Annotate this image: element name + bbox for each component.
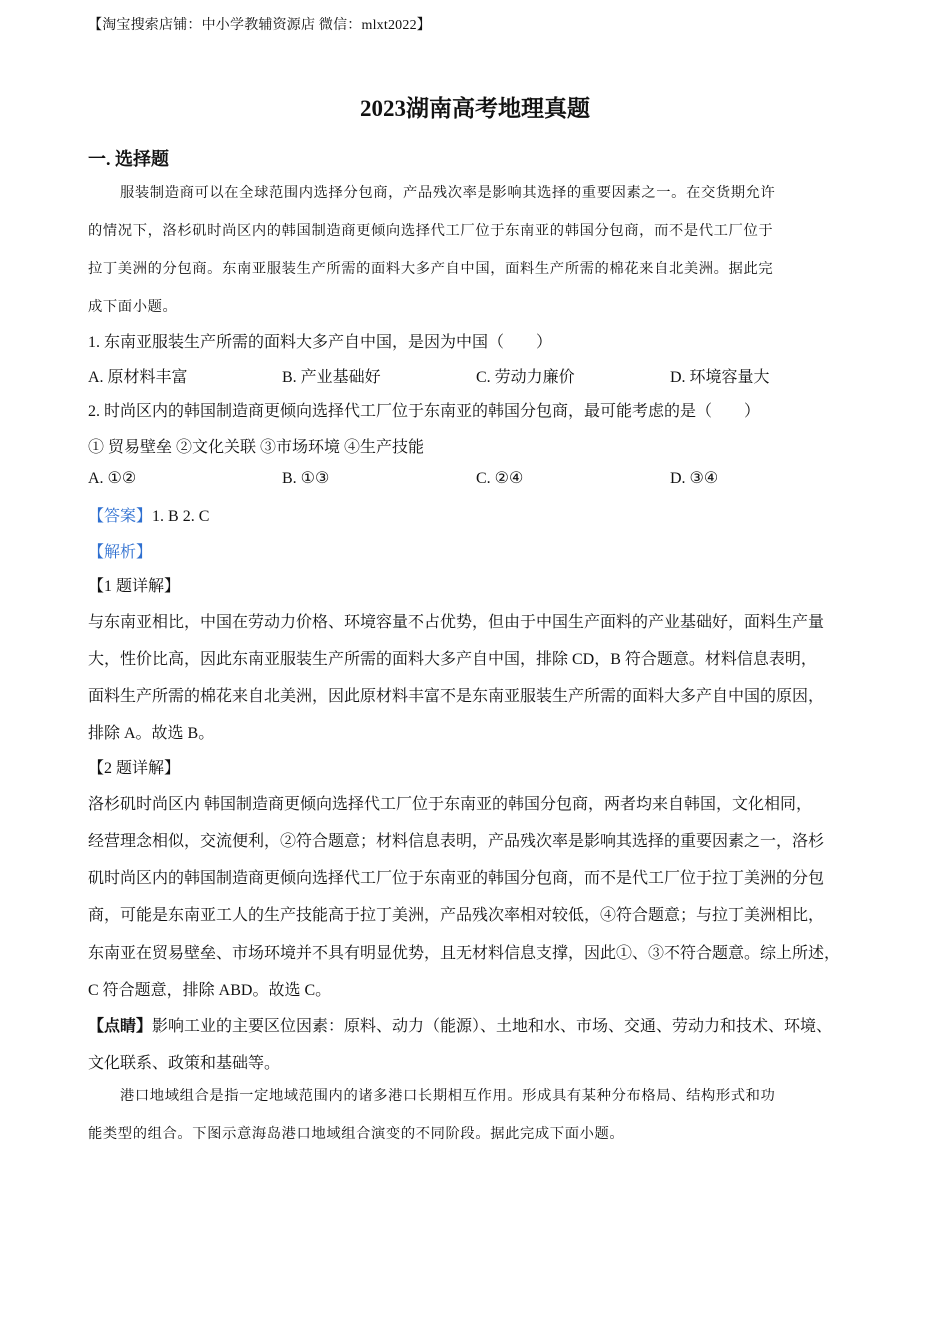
- detail-2-line: 商，可能是东南亚工人的生产技能高于拉丁美洲，产品残次率相对较低，④符合题意；与拉丁美洲相比，: [88, 907, 825, 924]
- material-line: 能类型的组合。下图示意海岛港口地域组合演变的不同阶段。据此完成下面小题。: [88, 1126, 625, 1142]
- material-line: 成下面小题。: [88, 299, 178, 315]
- answer-label: 【答案】: [88, 508, 153, 525]
- tip-text: 影响工业的主要区位因素：原料、动力（能源）、土地和水、市场、交通、劳动力和技术、环境、: [152, 1018, 833, 1035]
- tip-label: 【点睛】: [88, 1018, 153, 1035]
- material-line: 港口地域组合是指一定地域范围内的诸多港口长期相互作用。形成具有某种分布格局、结构形式和功: [120, 1088, 776, 1104]
- q1-option-c: C. 劳动力廉价: [476, 369, 575, 386]
- page-title: 2023湖南高考地理真题: [360, 96, 590, 121]
- q2-option-d: D. ③④: [670, 470, 719, 487]
- detail-1-line: 排除 A。故选 B。: [88, 725, 215, 742]
- material-line: 拉丁美洲的分包商。东南亚服装生产所需的面料大多产自中国，面料生产所需的棉花来自北美洲。据此完: [88, 261, 774, 277]
- detail-2-label: 【2 题详解】: [88, 760, 181, 777]
- detail-1-line: 面料生产所需的棉花来自北美洲，因此原材料丰富不是东南亚服装生产所需的面料大多产自中国的原因，: [88, 688, 825, 705]
- detail-2-line: 洛杉矶时尚区内 韩国制造商更倾向选择代工厂位于东南亚的韩国分包商，两者均来自韩国，文化相同，: [88, 796, 813, 813]
- detail-2-line: 东南亚在贸易壁垒、市场环境并不具有明显优势，且无材料信息支撑，因此①、③不符合题意。综上所述，: [88, 945, 841, 962]
- q1-option-d: D. 环境容量大: [670, 369, 770, 386]
- analysis-label: 【解析】: [88, 544, 153, 561]
- page-header: 【淘宝搜索店铺：中小学教辅资源店 微信：mlxt2022】: [88, 18, 431, 33]
- answer-line: [88, 503, 209, 526]
- tip-line: 文化联系、政策和基础等。: [88, 1055, 281, 1072]
- q1-option-a: A. 原材料丰富: [88, 369, 188, 386]
- detail-2-line: 经营理念相似，交流便利，②符合题意；材料信息表明，产品残次率是影响其选择的重要因素之一，洛杉: [88, 833, 825, 850]
- detail-2-line: 矶时尚区内的韩国制造商更倾向选择代工厂位于东南亚的韩国分包商，而不是代工厂位于拉丁美洲的分包: [88, 870, 825, 887]
- question-2-items: ① 贸易壁垒 ②文化关联 ③市场环境 ④生产技能: [88, 439, 425, 456]
- q2-option-a: A. ①②: [88, 470, 137, 487]
- answer-text: 1. B 2. C: [152, 508, 210, 525]
- material-line: 的情况下，洛杉矶时尚区内的韩国制造商更倾向选择代工厂位于东南亚的韩国分包商，而不是代工厂位于: [88, 223, 774, 239]
- q2-option-b: B. ①③: [282, 470, 330, 487]
- section-heading: 一. 选择题: [88, 149, 169, 169]
- q1-option-b: B. 产业基础好: [282, 369, 381, 386]
- detail-1-label: 【1 题详解】: [88, 578, 181, 595]
- question-1-stem: 1. 东南亚服装生产所需的面料大多产自中国，是因为中国（ ）: [88, 334, 553, 351]
- detail-1-line: 与东南亚相比，中国在劳动力价格、环境容量不占优势，但由于中国生产面料的产业基础好，面料生产量: [88, 614, 825, 631]
- tip-line: [88, 1013, 832, 1036]
- question-2-stem: 2. 时尚区内的韩国制造商更倾向选择代工厂位于东南亚的韩国分包商，最可能考虑的是（ ）: [88, 403, 761, 420]
- material-line: 服装制造商可以在全球范围内选择分包商，产品残次率是影响其选择的重要因素之一。在交货期允许: [120, 185, 776, 201]
- q2-option-c: C. ②④: [476, 470, 524, 487]
- detail-1-line: 大，性价比高，因此东南亚服装生产所需的面料大多产自中国，排除 CD，B 符合题意。材料信息表明，: [88, 651, 817, 668]
- detail-2-line: C 符合题意，排除 ABD。故选 C。: [88, 982, 332, 999]
